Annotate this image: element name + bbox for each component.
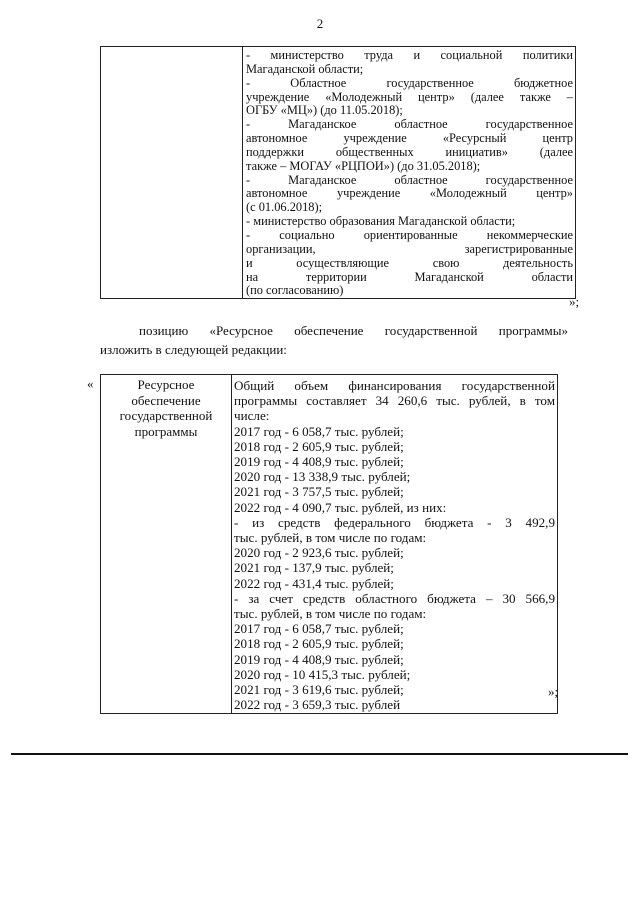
text-line: 2021 год - 137,9 тыс. рублей; [234,560,394,576]
closing-quote-top: »; [569,294,580,309]
text-line: - министерство образования Магаданской области; [246,214,516,229]
participants-table [100,46,576,299]
text-line: 2022 год - 431,4 тыс. рублей; [234,575,394,591]
resource-lines [232,375,557,713]
text-line: Магаданской области; [246,61,364,76]
text-line: 2021 год - 3 619,6 тыс. рублей; [234,682,404,698]
text-line: - социально ориентированные некоммерческие [246,227,573,242]
closing-quote-bottom: »; [548,684,559,699]
text-line: (с 01.06.2018); [246,200,323,215]
text-line: - Магаданское областное государственное [246,117,573,132]
text-line: - за счет средств областного бюджета – 30 566,9 [234,590,555,606]
text-line: 2021 год - 3 757,5 тыс. рублей; [234,484,404,500]
text-line: программы составляет 34 260,6 тыс. рублей, в том [234,393,555,409]
text-line: (по согласованию) [246,283,344,298]
resource-label-cell [101,375,232,714]
text-line: 2018 год - 2 605,9 тыс. рублей; [234,438,404,454]
text-line: организации, зарегистрированные [246,241,573,256]
participants-left-cell [101,47,243,299]
text-line: тыс. рублей, в том числе по годам: [234,530,427,546]
text-line: - Магаданское областное государственное [246,172,573,187]
resource-table [100,374,558,714]
text-line: 2017 год - 6 058,7 тыс. рублей; [234,423,404,439]
opening-quote: « [87,376,94,391]
text-line: Общий объем финансирования государственной [234,378,555,393]
footer-divider [11,753,628,755]
text-line: - Областное государственное бюджетное [246,75,573,90]
text-line: числе: [234,408,270,424]
text-line: учреждение «Молодежный центр» (далее также – [246,89,573,104]
text-line: 2017 год - 6 058,7 тыс. рублей; [234,621,404,637]
text-line: на территории Магаданской области [246,269,573,284]
text-line: 2019 год - 4 408,9 тыс. рублей; [234,651,404,667]
text-line: 2020 год - 13 338,9 тыс. рублей; [234,469,411,485]
instruction-line-1: позицию «Ресурсное обеспечение государственной программы» [139,323,568,338]
participants-lines [243,47,575,298]
text-line: 2022 год - 3 659,3 тыс. рублей [234,697,401,713]
text-line: - министерство труда и социальной политики [246,48,573,62]
text-line: и осуществляющие свою деятельность [246,255,573,270]
text-line: 2022 год - 4 090,7 тыс. рублей, из них: [234,499,447,515]
text-line: - из средств федерального бюджета - 3 492,9 [234,514,555,530]
text-line: автономное учреждение «Ресурсный центр [246,131,573,146]
text-line: 2019 год - 4 408,9 тыс. рублей; [234,454,404,470]
text-line: также – МОГАУ «РЦПОИ») (до 31.05.2018); [246,158,481,173]
text-line: 2018 год - 2 605,9 тыс. рублей; [234,636,404,652]
page-number: 2 [316,16,324,31]
resource-value-cell [232,375,558,714]
participants-list-cell [243,47,576,299]
text-line: тыс. рублей, в том числе по годам: [234,606,427,622]
text-line: поддержки общественных инициатив» (далее [246,144,573,159]
resource-label-line: государственной [119,408,213,423]
text-line: автономное учреждение «Молодежный центр» [246,186,573,201]
resource-label-line: обеспечение [131,392,201,408]
text-line: 2020 год - 10 415,3 тыс. рублей; [234,666,411,682]
resource-label-line: Ресурсное [137,377,195,392]
resource-label-line: программы [134,423,198,439]
text-line: ОГБУ «МЦ») (до 11.05.2018); [246,103,403,118]
instruction-line-2: изложить в следующей редакции: [100,342,287,357]
text-line: 2020 год - 2 923,6 тыс. рублей; [234,545,404,561]
